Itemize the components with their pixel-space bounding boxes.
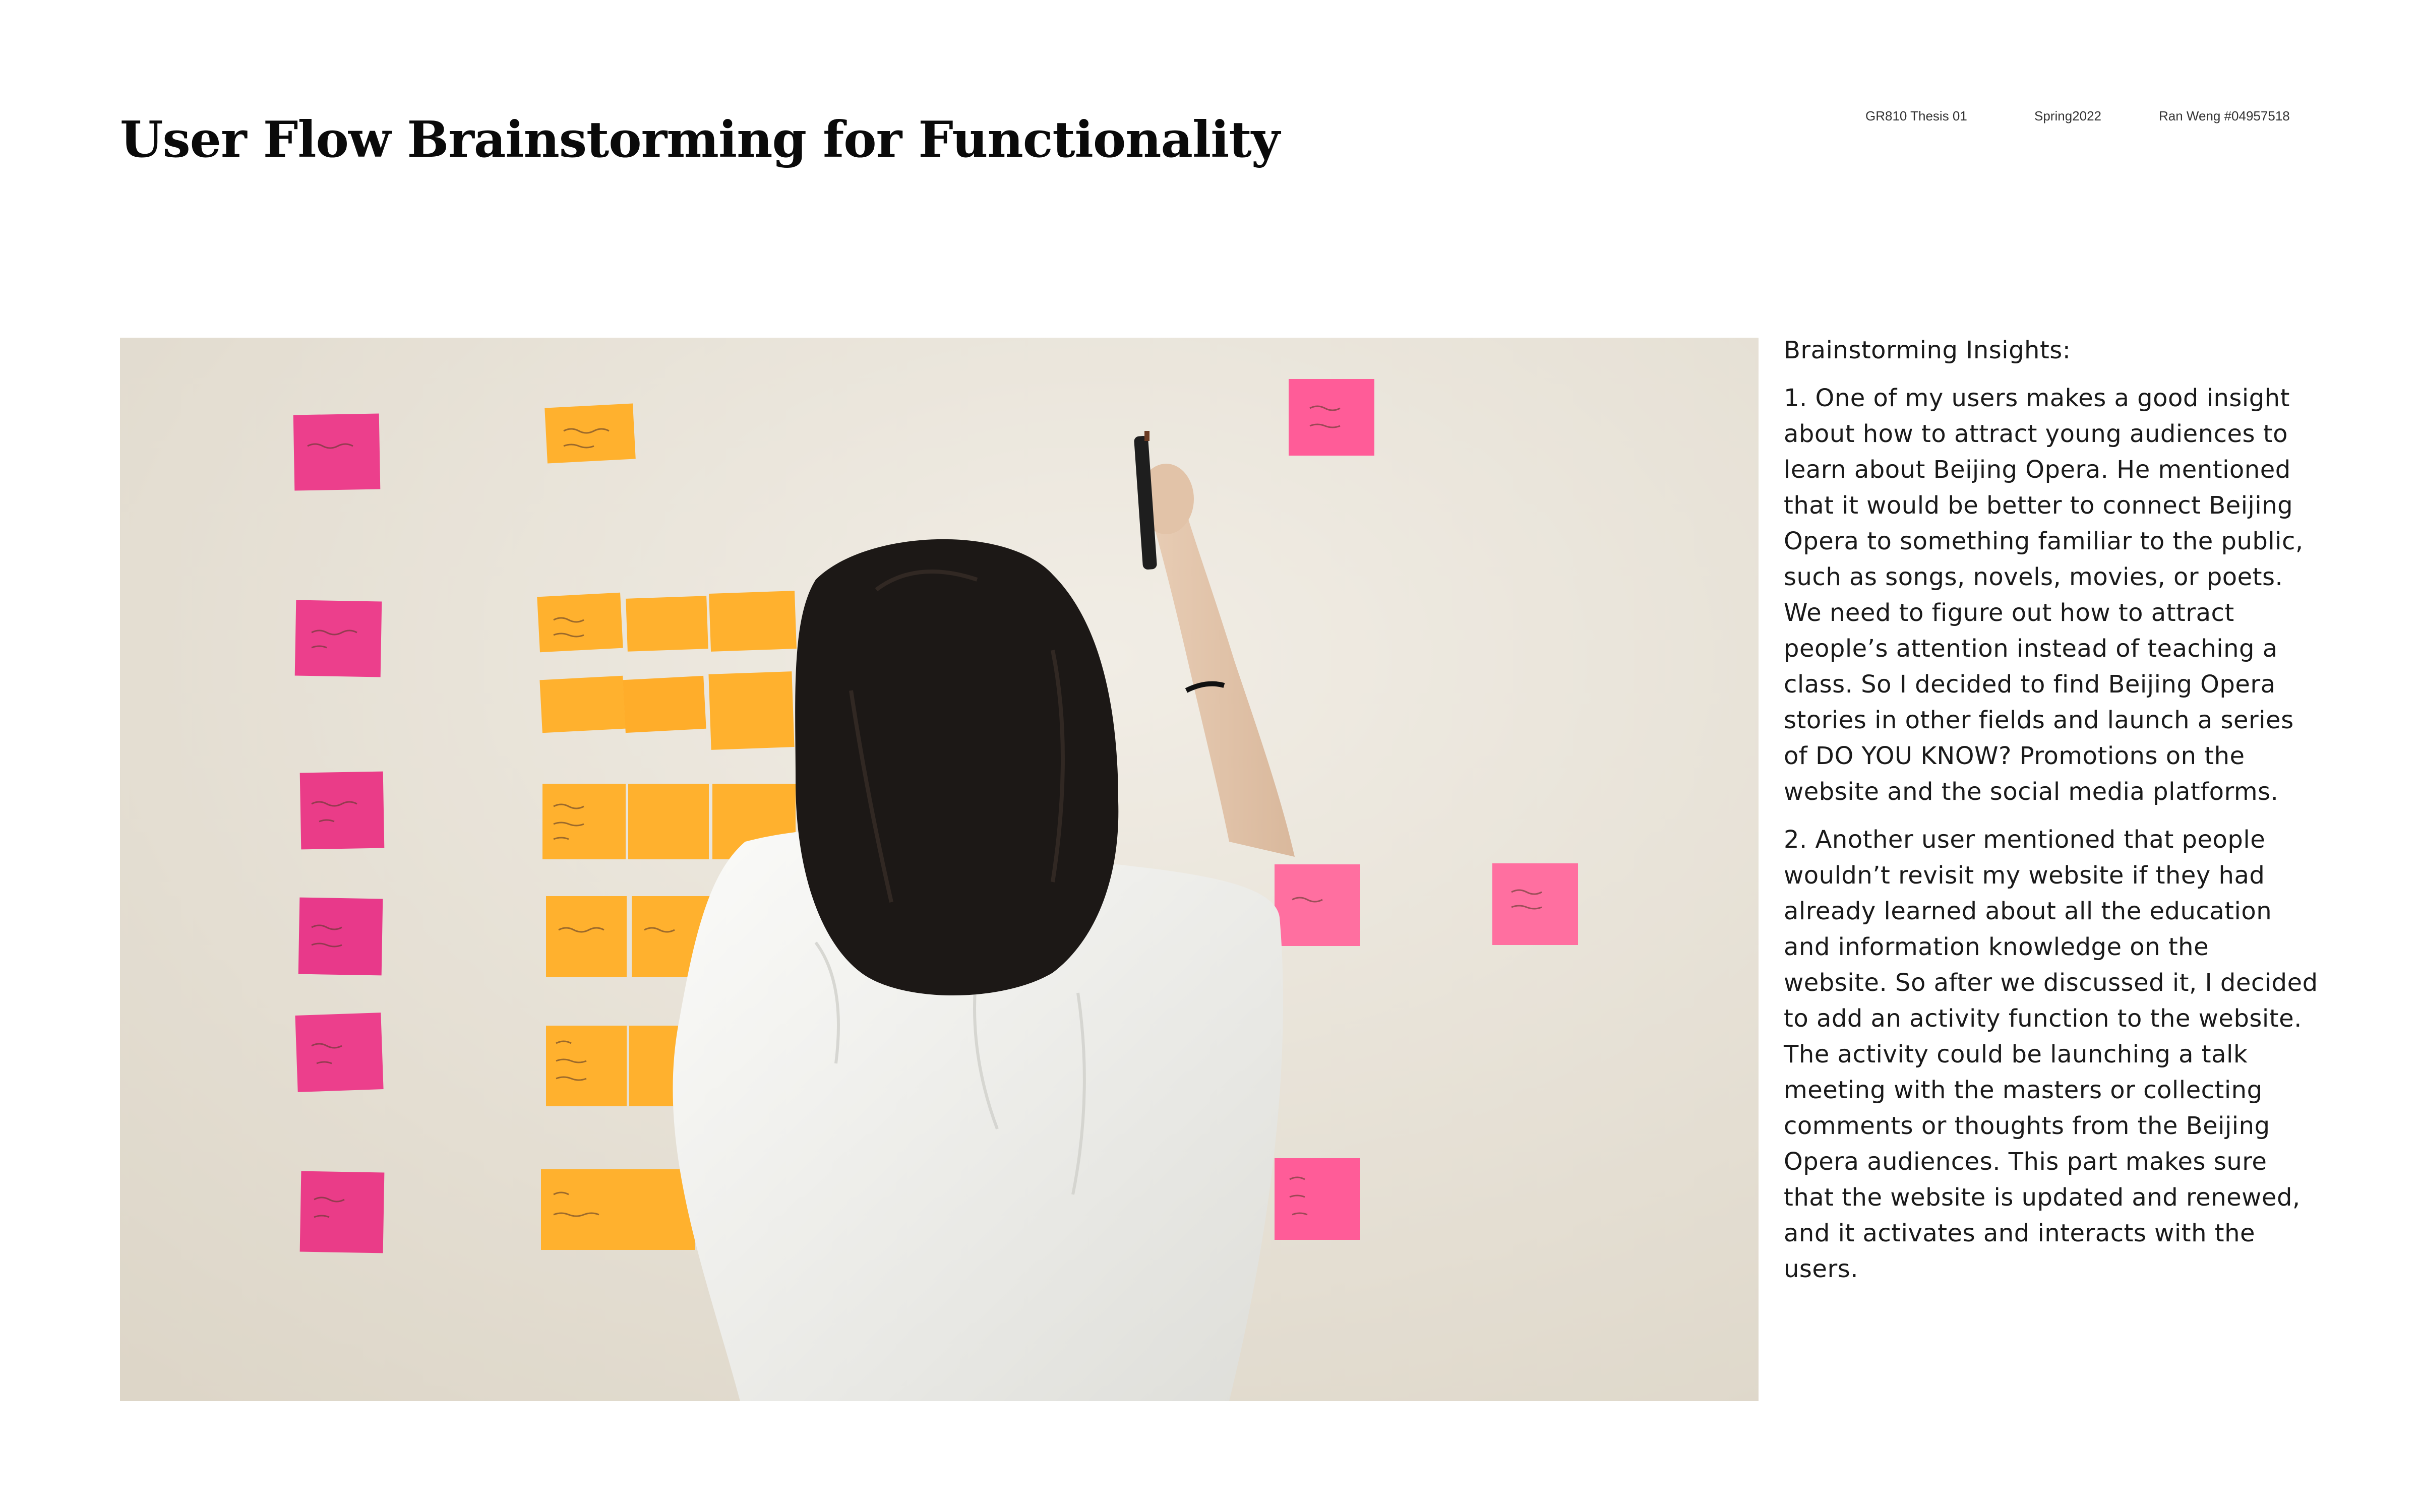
- insights-panel: [1784, 333, 2318, 1299]
- insight-item-2: 2. Another user mentioned that people wouldn’t revisit my website if they had already learned about all the education and information knowledge on the website. So after we discussed it, I decided to add an activity function to the website. The activity could be launching a talk meeting with the masters or collecting comments or thoughts from the Beijing Opera audiences. This part makes sure that the website is updated and renewed, and it activates and interacts with the users.: [1784, 826, 2318, 1283]
- course-label: GR810 Thesis 01: [1865, 108, 1967, 123]
- author-label: Ran Weng #04957518: [2159, 108, 2290, 123]
- brainstorm-photo: [120, 338, 1759, 1401]
- marker-tip: [1144, 431, 1150, 441]
- insight-item-1: 1. One of my users makes a good insight about how to attract young audiences to learn about Beijing Opera. He mentioned that it would be better to connect Beijing Opera to something familiar to the public, such as songs, novels, movies, or poets. We need to figure out how to attract people’s attention instead of teaching a class. So I decided to find Beijing Opera stories in other fields and launch a series of DO YOU KNOW? Promotions on the website and the social media platforms.: [1784, 384, 2304, 806]
- hair: [795, 539, 1118, 995]
- insights-heading: Brainstorming Insights:: [1784, 336, 2071, 364]
- page-title: User Flow Brainstorming for Functionality: [120, 111, 1280, 169]
- term-label: Spring2022: [2034, 108, 2101, 123]
- sticky-note-wall-illustration: [120, 338, 1759, 1401]
